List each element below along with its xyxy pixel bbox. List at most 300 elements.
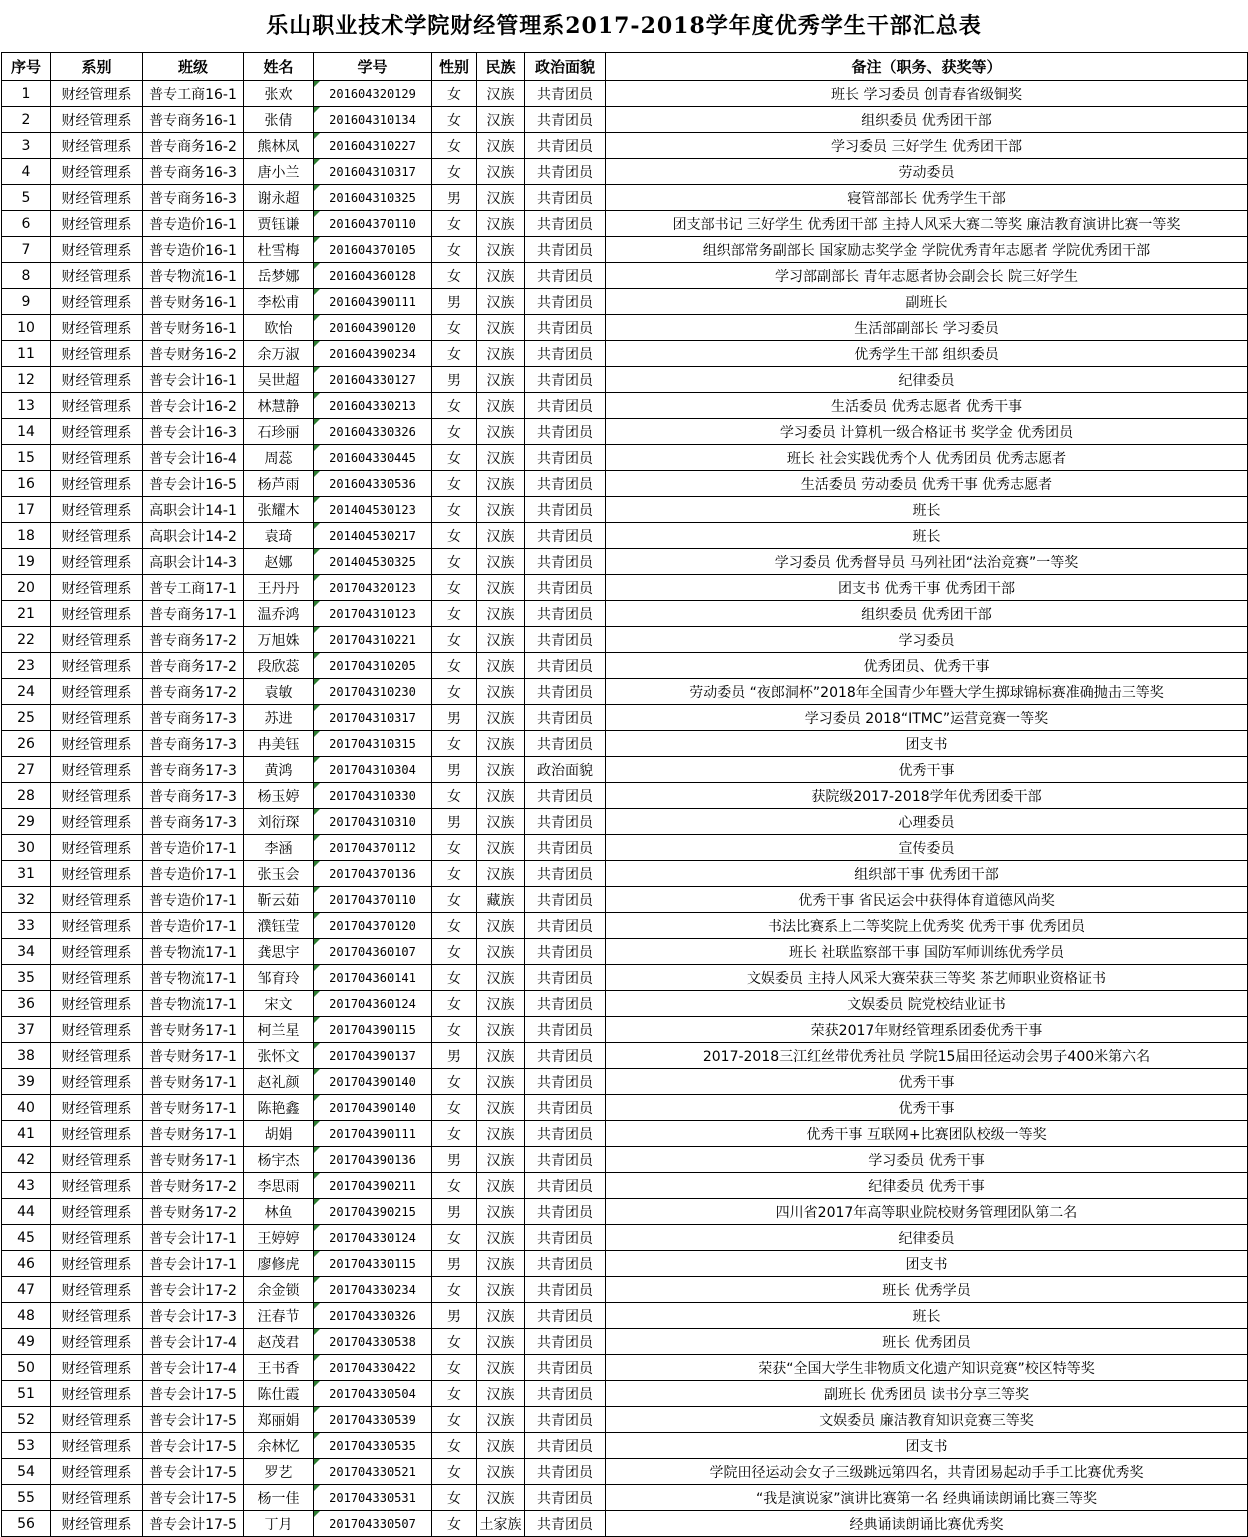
cell-name: 石珍丽 (244, 419, 314, 445)
cell-name: 段欣蕊 (244, 653, 314, 679)
cell-no: 36 (2, 991, 51, 1017)
cell-remarks: 班长 社会实践优秀个人 优秀团员 优秀志愿者 (606, 445, 1248, 471)
table-row (2, 471, 1248, 497)
table-row (2, 939, 1248, 965)
cell-gender: 女 (432, 679, 477, 705)
cell-remarks: 优秀干事 (606, 1069, 1248, 1095)
cell-class: 普专财务17-2 (143, 1199, 244, 1225)
cell-gender: 男 (432, 1147, 477, 1173)
cell-gender: 男 (432, 1251, 477, 1277)
cell-political-status: 共青团员 (525, 289, 606, 315)
cell-ethnicity: 汉族 (477, 523, 525, 549)
table-row (2, 1017, 1248, 1043)
cell-student-id: 201704310310 (314, 809, 432, 835)
cell-gender: 女 (432, 887, 477, 913)
cell-name: 余万淑 (244, 341, 314, 367)
cell-no: 35 (2, 965, 51, 991)
cell-gender: 男 (432, 1303, 477, 1329)
cell-ethnicity: 汉族 (477, 549, 525, 575)
cell-name: 刘衍琛 (244, 809, 314, 835)
cell-ethnicity: 汉族 (477, 1303, 525, 1329)
cell-student-id: 201704390140 (314, 1069, 432, 1095)
cell-student-id: 201704330124 (314, 1225, 432, 1251)
cell-name: 袁敏 (244, 679, 314, 705)
cell-class: 普专会计17-1 (143, 1225, 244, 1251)
cell-name: 杨玉婷 (244, 783, 314, 809)
cell-name: 王婷婷 (244, 1225, 314, 1251)
cell-student-id: 201704310330 (314, 783, 432, 809)
table-row (2, 679, 1248, 705)
cell-political-status: 共青团员 (525, 1329, 606, 1355)
cell-ethnicity: 汉族 (477, 653, 525, 679)
cell-political-status: 共青团员 (525, 1433, 606, 1459)
cell-dept: 财经管理系 (51, 1433, 143, 1459)
cell-ethnicity: 汉族 (477, 731, 525, 757)
cell-gender: 女 (432, 159, 477, 185)
cell-ethnicity: 汉族 (477, 1225, 525, 1251)
cell-political-status: 共青团员 (525, 601, 606, 627)
cell-no: 45 (2, 1225, 51, 1251)
cell-remarks: 副班长 优秀团员 读书分享三等奖 (606, 1381, 1248, 1407)
table-row (2, 237, 1248, 263)
cell-gender: 女 (432, 341, 477, 367)
cell-remarks: 经典诵读朗诵比赛优秀奖 (606, 1511, 1248, 1537)
cell-name: 杨宇杰 (244, 1147, 314, 1173)
cell-remarks: 组织委员 优秀团干部 (606, 601, 1248, 627)
cell-political-status: 共青团员 (525, 835, 606, 861)
cell-political-status: 共青团员 (525, 783, 606, 809)
cell-dept: 财经管理系 (51, 289, 143, 315)
cell-class: 普专会计16-4 (143, 445, 244, 471)
cell-dept: 财经管理系 (51, 1407, 143, 1433)
cell-gender: 女 (432, 1355, 477, 1381)
cell-remarks: 心理委员 (606, 809, 1248, 835)
cell-no: 51 (2, 1381, 51, 1407)
cell-gender: 女 (432, 731, 477, 757)
table-row (2, 133, 1248, 159)
cell-ethnicity: 汉族 (477, 783, 525, 809)
cell-remarks: 学习委员 2018“ITMC”运营竞赛一等奖 (606, 705, 1248, 731)
cell-no: 30 (2, 835, 51, 861)
cell-dept: 财经管理系 (51, 445, 143, 471)
cell-political-status: 共青团员 (525, 1069, 606, 1095)
cell-no: 25 (2, 705, 51, 731)
table-row (2, 809, 1248, 835)
cell-class: 普专财务17-2 (143, 1173, 244, 1199)
cell-dept: 财经管理系 (51, 601, 143, 627)
cell-name: 杨芦雨 (244, 471, 314, 497)
cell-ethnicity: 汉族 (477, 1017, 525, 1043)
cell-name: 陈艳鑫 (244, 1095, 314, 1121)
cell-class: 普专造价17-1 (143, 861, 244, 887)
cell-student-id: 201604330536 (314, 471, 432, 497)
cell-no: 19 (2, 549, 51, 575)
cell-ethnicity: 汉族 (477, 1329, 525, 1355)
cell-no: 9 (2, 289, 51, 315)
cell-gender: 女 (432, 1225, 477, 1251)
cell-ethnicity: 汉族 (477, 393, 525, 419)
cell-name: 温乔鸿 (244, 601, 314, 627)
table-row (2, 1355, 1248, 1381)
cell-no: 47 (2, 1277, 51, 1303)
cell-student-id: 201704330531 (314, 1485, 432, 1511)
cell-no: 3 (2, 133, 51, 159)
cell-student-id: 201704390137 (314, 1043, 432, 1069)
cell-name: 熊林凤 (244, 133, 314, 159)
cell-ethnicity: 汉族 (477, 445, 525, 471)
cell-political-status: 共青团员 (525, 991, 606, 1017)
cell-ethnicity: 汉族 (477, 289, 525, 315)
cell-student-id: 201704330115 (314, 1251, 432, 1277)
cell-dept: 财经管理系 (51, 939, 143, 965)
cell-remarks: 生活委员 劳动委员 优秀干事 优秀志愿者 (606, 471, 1248, 497)
cell-no: 54 (2, 1459, 51, 1485)
cell-class: 普专物流17-1 (143, 939, 244, 965)
cell-name: 贾钰谦 (244, 211, 314, 237)
cell-class: 普专商务17-2 (143, 627, 244, 653)
cell-no: 56 (2, 1511, 51, 1537)
col-header-name: 姓名 (244, 53, 314, 81)
cell-student-id: 201604330127 (314, 367, 432, 393)
cell-remarks: 学习委员 计算机一级合格证书 奖学金 优秀团员 (606, 419, 1248, 445)
cell-class: 普专会计17-5 (143, 1407, 244, 1433)
table-row (2, 1511, 1248, 1537)
cell-remarks: 副班长 (606, 289, 1248, 315)
cell-remarks: 团支书 优秀干事 优秀团干部 (606, 575, 1248, 601)
cell-student-id: 201704370110 (314, 887, 432, 913)
table-title: 乐山职业技术学院财经管理系2017-2018学年度优秀学生干部汇总表 (266, 13, 982, 39)
cell-dept: 财经管理系 (51, 471, 143, 497)
cell-no: 4 (2, 159, 51, 185)
cell-dept: 财经管理系 (51, 367, 143, 393)
cell-no: 27 (2, 757, 51, 783)
cell-gender: 女 (432, 1407, 477, 1433)
table-row (2, 1303, 1248, 1329)
cell-political-status: 共青团员 (525, 1173, 606, 1199)
cell-no: 21 (2, 601, 51, 627)
cell-remarks: 学习委员 优秀督导员 马列社团“法治竞赛”一等奖 (606, 549, 1248, 575)
cell-class: 普专财务16-1 (143, 289, 244, 315)
cell-student-id: 201404530123 (314, 497, 432, 523)
cell-political-status: 共青团员 (525, 133, 606, 159)
cell-ethnicity: 汉族 (477, 133, 525, 159)
cell-no: 48 (2, 1303, 51, 1329)
table-row (2, 1121, 1248, 1147)
cell-student-id: 201604310227 (314, 133, 432, 159)
cell-political-status: 共青团员 (525, 1407, 606, 1433)
cell-remarks: 班长 (606, 1303, 1248, 1329)
cell-name: 杜雪梅 (244, 237, 314, 263)
table-row (2, 445, 1248, 471)
cell-remarks: 优秀干事 省民运会中获得体育道德风尚奖 (606, 887, 1248, 913)
cell-class: 普专财务17-1 (143, 1147, 244, 1173)
cell-political-status: 共青团员 (525, 1303, 606, 1329)
cell-name: 李思雨 (244, 1173, 314, 1199)
cell-political-status: 共青团员 (525, 1459, 606, 1485)
cell-political-status: 共青团员 (525, 1147, 606, 1173)
cell-gender: 女 (432, 497, 477, 523)
cell-student-id: 201704390215 (314, 1199, 432, 1225)
cell-gender: 男 (432, 1043, 477, 1069)
cell-student-id: 201604370105 (314, 237, 432, 263)
cell-gender: 女 (432, 835, 477, 861)
cell-student-id: 201704310317 (314, 705, 432, 731)
col-header-no: 序号 (2, 53, 51, 81)
cell-dept: 财经管理系 (51, 341, 143, 367)
cell-ethnicity: 汉族 (477, 263, 525, 289)
cell-political-status: 共青团员 (525, 1511, 606, 1537)
cell-no: 7 (2, 237, 51, 263)
cell-name: 濮钰莹 (244, 913, 314, 939)
cell-class: 普专财务16-2 (143, 341, 244, 367)
cell-student-id: 201704330234 (314, 1277, 432, 1303)
table-row (2, 1147, 1248, 1173)
cell-student-id: 201704310315 (314, 731, 432, 757)
cell-political-status: 共青团员 (525, 627, 606, 653)
col-header-gender: 性别 (432, 53, 477, 81)
cell-ethnicity: 汉族 (477, 419, 525, 445)
cell-name: 黄鸿 (244, 757, 314, 783)
cell-dept: 财经管理系 (51, 497, 143, 523)
col-header-ethnicity: 民族 (477, 53, 525, 81)
cell-gender: 女 (432, 1511, 477, 1537)
cell-class: 普专商务17-2 (143, 679, 244, 705)
cell-ethnicity: 汉族 (477, 1355, 525, 1381)
table-row (2, 367, 1248, 393)
cell-political-status: 共青团员 (525, 705, 606, 731)
cell-gender: 女 (432, 1485, 477, 1511)
cell-no: 32 (2, 887, 51, 913)
cell-ethnicity: 汉族 (477, 1251, 525, 1277)
cell-student-id: 201604390120 (314, 315, 432, 341)
table-row (2, 1485, 1248, 1511)
cell-dept: 财经管理系 (51, 835, 143, 861)
cell-name: 赵礼颜 (244, 1069, 314, 1095)
cell-dept: 财经管理系 (51, 81, 143, 107)
cell-no: 42 (2, 1147, 51, 1173)
cell-class: 高职会计14-3 (143, 549, 244, 575)
cell-dept: 财经管理系 (51, 653, 143, 679)
table-row (2, 1459, 1248, 1485)
cell-no: 17 (2, 497, 51, 523)
table-row (2, 1277, 1248, 1303)
cell-dept: 财经管理系 (51, 393, 143, 419)
cell-class: 普专财务17-1 (143, 1069, 244, 1095)
cell-no: 34 (2, 939, 51, 965)
cell-class: 普专会计17-4 (143, 1329, 244, 1355)
cell-ethnicity: 汉族 (477, 1043, 525, 1069)
cell-political-status: 共青团员 (525, 887, 606, 913)
col-header-class: 班级 (143, 53, 244, 81)
cell-name: 张玉会 (244, 861, 314, 887)
cell-remarks: 文娱委员 廉洁教育知识竞赛三等奖 (606, 1407, 1248, 1433)
cell-no: 22 (2, 627, 51, 653)
cell-class: 普专造价16-1 (143, 211, 244, 237)
col-header-remarks: 备注（职务、获奖等） (606, 53, 1248, 81)
table-row (2, 549, 1248, 575)
cell-remarks: 优秀干事 (606, 757, 1248, 783)
cell-no: 1 (2, 81, 51, 107)
col-header-dept: 系别 (51, 53, 143, 81)
cell-political-status: 共青团员 (525, 263, 606, 289)
cell-name: 张倩 (244, 107, 314, 133)
cell-student-id: 201704330538 (314, 1329, 432, 1355)
cell-dept: 财经管理系 (51, 419, 143, 445)
cell-ethnicity: 汉族 (477, 705, 525, 731)
cell-remarks: 组织部干事 优秀团干部 (606, 861, 1248, 887)
cell-ethnicity: 汉族 (477, 211, 525, 237)
cell-remarks: 班长 (606, 523, 1248, 549)
cell-ethnicity: 汉族 (477, 315, 525, 341)
cell-student-id: 201704390115 (314, 1017, 432, 1043)
col-header-student-id: 学号 (314, 53, 432, 81)
cell-remarks: 学习委员 优秀干事 (606, 1147, 1248, 1173)
cell-remarks: 劳动委员 (606, 159, 1248, 185)
cell-name: 郑丽娟 (244, 1407, 314, 1433)
cell-student-id: 201704360124 (314, 991, 432, 1017)
cell-gender: 女 (432, 939, 477, 965)
cell-name: 张耀木 (244, 497, 314, 523)
cell-ethnicity: 汉族 (477, 1199, 525, 1225)
cell-class: 普专物流17-1 (143, 965, 244, 991)
cell-name: 王丹丹 (244, 575, 314, 601)
col-header-political-status: 政治面貌 (525, 53, 606, 81)
cell-gender: 男 (432, 367, 477, 393)
cell-remarks: 组织部常务副部长 国家励志奖学金 学院优秀青年志愿者 学院优秀团干部 (606, 237, 1248, 263)
table-row (2, 1407, 1248, 1433)
cell-gender: 女 (432, 1277, 477, 1303)
cell-class: 普专商务17-3 (143, 757, 244, 783)
cell-gender: 女 (432, 1121, 477, 1147)
table-row (2, 393, 1248, 419)
cell-dept: 财经管理系 (51, 1303, 143, 1329)
cell-remarks: 生活部副部长 学习委员 (606, 315, 1248, 341)
cell-ethnicity: 土家族 (477, 1511, 525, 1537)
cell-remarks: 班长 优秀学员 (606, 1277, 1248, 1303)
cell-political-status: 共青团员 (525, 445, 606, 471)
cell-no: 12 (2, 367, 51, 393)
cell-no: 2 (2, 107, 51, 133)
table-row (2, 419, 1248, 445)
cell-dept: 财经管理系 (51, 1017, 143, 1043)
cell-political-status: 共青团员 (525, 861, 606, 887)
cell-no: 6 (2, 211, 51, 237)
cell-name: 万旭姝 (244, 627, 314, 653)
cell-remarks: 班长 优秀团员 (606, 1329, 1248, 1355)
cell-remarks: 寝管部部长 优秀学生干部 (606, 185, 1248, 211)
cell-political-status: 共青团员 (525, 679, 606, 705)
cell-gender: 女 (432, 211, 477, 237)
cell-student-id: 201704330539 (314, 1407, 432, 1433)
cell-political-status: 共青团员 (525, 549, 606, 575)
cell-no: 53 (2, 1433, 51, 1459)
cell-ethnicity: 汉族 (477, 1407, 525, 1433)
cell-remarks: 优秀干事 (606, 1095, 1248, 1121)
cell-student-id: 201704370112 (314, 835, 432, 861)
cell-name: 罗艺 (244, 1459, 314, 1485)
cell-political-status: 共青团员 (525, 1095, 606, 1121)
cell-no: 16 (2, 471, 51, 497)
cell-ethnicity: 汉族 (477, 1433, 525, 1459)
cell-dept: 财经管理系 (51, 1069, 143, 1095)
cell-student-id: 201604390234 (314, 341, 432, 367)
cell-ethnicity: 汉族 (477, 341, 525, 367)
cell-class: 普专会计17-5 (143, 1485, 244, 1511)
cell-no: 10 (2, 315, 51, 341)
table-row (2, 1329, 1248, 1355)
cell-gender: 女 (432, 107, 477, 133)
cell-remarks: 团支书 (606, 731, 1248, 757)
cell-no: 15 (2, 445, 51, 471)
cell-name: 丁月 (244, 1511, 314, 1537)
cell-political-status: 共青团员 (525, 185, 606, 211)
table-row (2, 1225, 1248, 1251)
cell-remarks: 优秀学生干部 组织委员 (606, 341, 1248, 367)
cell-political-status: 共青团员 (525, 1277, 606, 1303)
cell-political-status: 共青团员 (525, 1043, 606, 1069)
table-row (2, 289, 1248, 315)
cell-student-id: 201704310304 (314, 757, 432, 783)
table-row (2, 185, 1248, 211)
cell-class: 普专工商17-1 (143, 575, 244, 601)
cell-gender: 女 (432, 653, 477, 679)
cell-name: 赵茂君 (244, 1329, 314, 1355)
cell-no: 38 (2, 1043, 51, 1069)
cell-gender: 女 (432, 419, 477, 445)
cell-no: 43 (2, 1173, 51, 1199)
cell-ethnicity: 汉族 (477, 913, 525, 939)
cell-dept: 财经管理系 (51, 913, 143, 939)
cell-gender: 女 (432, 549, 477, 575)
cell-ethnicity: 汉族 (477, 471, 525, 497)
cell-name: 廖修虎 (244, 1251, 314, 1277)
cell-political-status: 共青团员 (525, 1355, 606, 1381)
cell-remarks: 优秀团员、优秀干事 (606, 653, 1248, 679)
cell-no: 29 (2, 809, 51, 835)
cell-gender: 女 (432, 575, 477, 601)
cell-name: 陈仕霞 (244, 1381, 314, 1407)
cell-dept: 财经管理系 (51, 1355, 143, 1381)
cell-political-status: 共青团员 (525, 1381, 606, 1407)
cell-no: 50 (2, 1355, 51, 1381)
cell-ethnicity: 汉族 (477, 601, 525, 627)
cell-ethnicity: 汉族 (477, 1485, 525, 1511)
cell-remarks: 班长 社联监察部干事 国防军师训练优秀学员 (606, 939, 1248, 965)
cell-dept: 财经管理系 (51, 887, 143, 913)
cell-name: 欧怡 (244, 315, 314, 341)
cell-student-id: 201704330326 (314, 1303, 432, 1329)
cell-remarks: 学习委员 (606, 627, 1248, 653)
cell-political-status: 共青团员 (525, 1121, 606, 1147)
cell-no: 52 (2, 1407, 51, 1433)
cell-name: 谢永超 (244, 185, 314, 211)
cell-name: 赵娜 (244, 549, 314, 575)
cell-remarks: 书法比赛系上二等奖院上优秀奖 优秀干事 优秀团员 (606, 913, 1248, 939)
cell-student-id: 201704390111 (314, 1121, 432, 1147)
cell-gender: 男 (432, 185, 477, 211)
cell-class: 高职会计14-2 (143, 523, 244, 549)
cell-gender: 女 (432, 913, 477, 939)
cell-gender: 女 (432, 1381, 477, 1407)
cell-political-status: 共青团员 (525, 809, 606, 835)
cell-dept: 财经管理系 (51, 1381, 143, 1407)
cell-class: 普专造价17-1 (143, 835, 244, 861)
cell-political-status: 共青团员 (525, 1251, 606, 1277)
cell-name: 袁琦 (244, 523, 314, 549)
cell-name: 唐小兰 (244, 159, 314, 185)
cell-dept: 财经管理系 (51, 1459, 143, 1485)
table-row (2, 991, 1248, 1017)
